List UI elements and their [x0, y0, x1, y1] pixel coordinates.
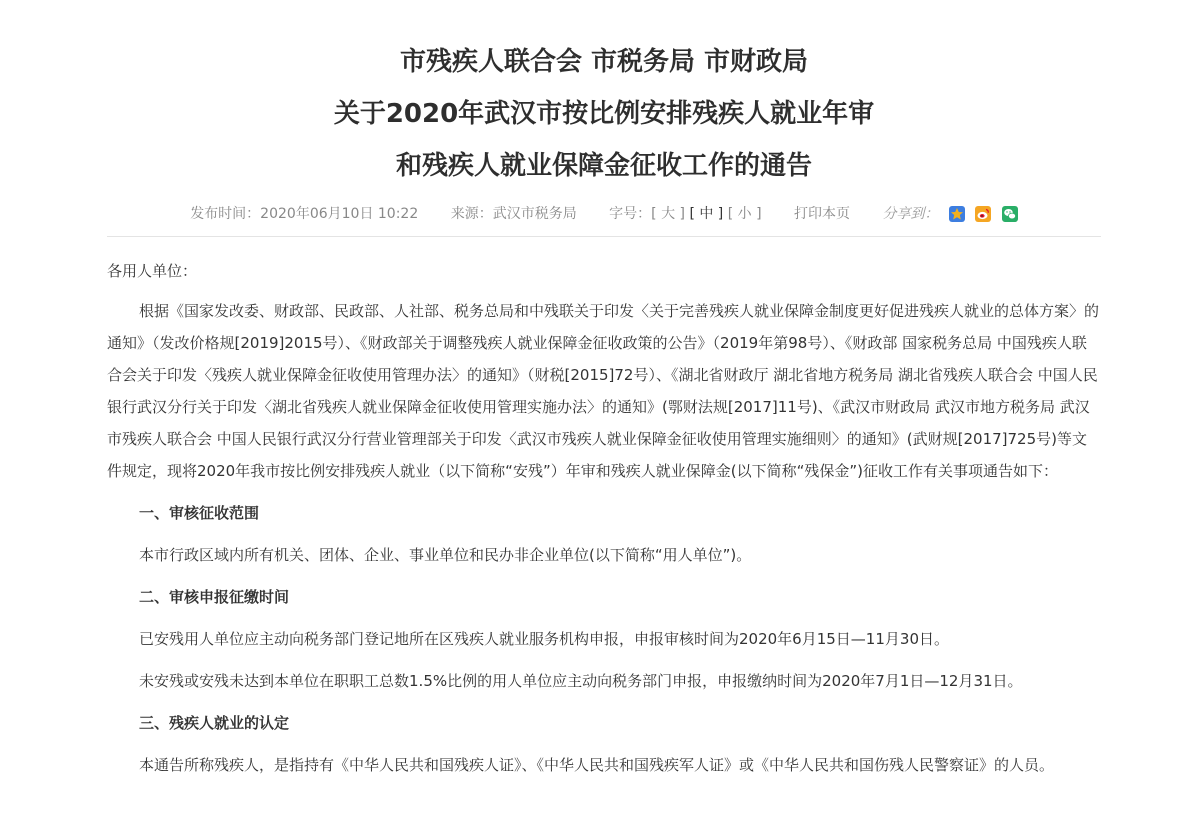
page-title-line-2: 关于2020年武汉市按比例安排残疾人就业年审	[333, 99, 875, 129]
greeting: 各用人单位：	[107, 262, 198, 280]
share-label: 分享到：	[882, 206, 939, 222]
weibo-icon[interactable]	[975, 206, 991, 222]
meta-divider	[107, 236, 1101, 237]
page-title-line-3: 和残疾人就业保障金征收工作的通告	[395, 151, 812, 181]
font-size-large-link[interactable]: [ 大 ]	[651, 206, 685, 222]
qzone-icon[interactable]	[949, 206, 965, 222]
article-meta-bar	[107, 200, 1101, 228]
section-1-text: 本市行政区域内所有机关、团体、企业、事业单位和民办非企业单位(以下简称“用人单位”)。	[139, 546, 752, 564]
section-2-text-1: 已安残用人单位应主动向税务部门登记地所在区残疾人就业服务机构申报，申报审核时间为2020年6月15日—11月30日。	[139, 630, 949, 648]
section-1-heading: 一、审核征收范围	[139, 504, 260, 522]
font-size-medium-link[interactable]: [ 中 ]	[689, 206, 724, 222]
section-3-heading: 三、残疾人就业的认定	[139, 714, 290, 732]
article-body	[107, 255, 1101, 781]
font-size-label: 字号：	[609, 206, 652, 222]
section-3-text: 本通告所称残疾人，是指持有《中华人民共和国残疾人证》、《中华人民共和国残疾军人证》或《中华人民共和国伤残人民警察证》的人员。	[139, 756, 1055, 774]
publish-time: 发布时间：2020年06月10日 10:22	[190, 206, 419, 222]
article	[107, 0, 1101, 791]
intro-paragraph: 根据《国家发改委、财政部、民政部、人社部、税务总局和中残联关于印发〈关于完善残疾人就业保障金制度更好促进残疾人就业的总体方案〉的通知》（发改价格规[2019]2015号）、《财政部关于调整残疾人就业保障金征收政策的公告》（2019年第98号）、《财政部 国家税务总局 中国残疾人联合会关于印发〈残疾人就业保障金征收使用管理办法〉的通知》（财税[2015]72号）、《湖北省财政厅 湖北省地方税务局 湖北省残疾人联合会 中国人民银行武汉分行关于印发〈湖北省残疾人就业保障金征收使用管理实施办法〉的通知》(鄂财法规[2017]11号)、《武汉市财政局 武汉市地方税务局 武汉市残疾人联合会 中国人民银行武汉分行营业管理部关于印发〈武汉市残疾人就业保障金征收使用管理实施细则〉的通知》(武财规[2017]725号)等文件规定，现将2020年我市按比例安排残疾人就业（以下简称“安残”）年审和残疾人就业保障金(以下简称“残保金”)征收工作有关事项通告如下：	[107, 302, 1100, 480]
section-2-text-2: 未安残或安残未达到本单位在职职工总数1.5%比例的用人单位应主动向税务部门申报，申报缴纳时间为2020年7月1日—12月31日。	[139, 672, 1023, 690]
article-source: 来源：武汉市税务局	[450, 206, 577, 222]
title-block	[107, 0, 1101, 192]
font-size-control	[609, 200, 761, 228]
wechat-icon[interactable]	[1002, 206, 1018, 222]
share-bar	[882, 200, 1017, 228]
page-title-line-1: 市残疾人联合会 市税务局 市财政局	[399, 47, 809, 77]
print-page-link[interactable]: 打印本页	[794, 206, 850, 222]
section-2-heading: 二、审核申报征缴时间	[139, 588, 290, 606]
font-size-small-link[interactable]: [ 小 ]	[727, 206, 762, 222]
